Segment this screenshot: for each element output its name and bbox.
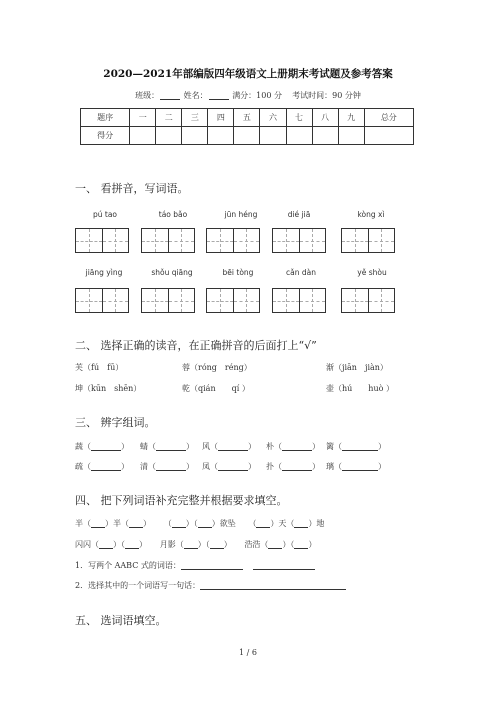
question-text: 1．写两个 AABC 式的词语： (75, 561, 181, 570)
section3-heading: 三、 辨字组词。 (75, 416, 156, 429)
idiom-text: （ (248, 519, 257, 528)
character-label: 清（ (140, 462, 156, 471)
word-form-item[interactable]: 清（ ） (140, 462, 194, 471)
idiom-text: ） (308, 540, 317, 549)
score-table (80, 108, 414, 145)
pinyin-label: jūn héng (224, 210, 258, 219)
idiom-text: ）（ (185, 519, 198, 528)
section5-heading: 五、 选词语填空。 (75, 614, 167, 627)
tianzige-box[interactable] (75, 288, 129, 313)
character-label: 蜻（ (140, 442, 156, 451)
score-row (81, 127, 414, 145)
pinyin-label: bēi tòng (222, 268, 254, 277)
section4-heading: 四、 把下列词语补充完整并根据要求填空。 (75, 494, 288, 507)
question-aabc[interactable] (75, 560, 315, 571)
character-label: 风（ (202, 442, 218, 451)
score-cell[interactable] (156, 127, 182, 145)
question-sentence[interactable] (75, 580, 346, 591)
score-cell[interactable] (312, 127, 338, 145)
reading-choice[interactable]: 渐（jiān jiàn） (326, 363, 388, 372)
word-form-item[interactable]: 扑（ ） (266, 462, 320, 471)
character-label: 璃（ (326, 462, 342, 471)
word-form-item[interactable]: 蜻（ ） (140, 442, 194, 451)
name-blank[interactable] (209, 91, 229, 100)
score-header-cell: 六 (260, 109, 286, 127)
word-form-item[interactable]: 朴（ ） (266, 442, 320, 451)
word-form-item[interactable]: 风（ ） (202, 442, 256, 451)
idiom-text: ）欲坠 (211, 519, 236, 528)
exam-time: 考试时间：90 分钟 (292, 91, 361, 100)
score-cell[interactable] (286, 127, 312, 145)
tianzige-box[interactable] (206, 228, 260, 253)
tianzige-box[interactable] (206, 288, 260, 313)
reading-choice[interactable]: 坤（kūn shēn） (75, 384, 142, 393)
idiom-text: ）半（ (105, 519, 129, 528)
idiom-text: ）地 (308, 519, 325, 528)
tianzige-box[interactable] (341, 288, 395, 313)
idiom-text: ）（ (113, 540, 125, 549)
pinyin-label: jiāng yìng (85, 268, 123, 277)
tianzige-box[interactable] (272, 288, 326, 313)
idiom-fill-line-2[interactable] (75, 539, 316, 550)
character-label: 扑（ (266, 462, 282, 471)
character-label: 篱（ (326, 442, 342, 451)
idiom-text: 闪闪（ (75, 540, 99, 549)
class-label: 班级： (135, 91, 160, 100)
pinyin-label: cǎn dàn (286, 268, 316, 277)
score-cell[interactable] (182, 127, 208, 145)
character-label: 凤（ (202, 462, 218, 471)
score-cell[interactable] (260, 127, 286, 145)
tianzige-box[interactable] (141, 228, 195, 253)
pinyin-label: shǒu qiāng (151, 268, 193, 277)
score-cell[interactable] (364, 127, 413, 145)
full-score: 满分：100 分 (232, 91, 282, 100)
idiom-text: ）天（ (270, 519, 295, 528)
idiom-text: 月影（ (159, 540, 184, 549)
score-cell[interactable] (234, 127, 260, 145)
reading-choice[interactable]: 蓉（róng réng） (182, 363, 252, 372)
reading-choice[interactable]: 芙（fú fū） (75, 363, 124, 372)
idiom-text: ）（ (197, 540, 210, 549)
idiom-text: ） (223, 540, 232, 549)
idiom-text: （ (163, 519, 172, 528)
idiom-text: ） (143, 519, 151, 528)
score-header-cell: 四 (208, 109, 234, 127)
word-form-item[interactable]: 篱（ ） (326, 442, 386, 451)
question-text: 2．选择其中的一个词语写一句话： (75, 581, 201, 590)
idiom-fill-line-1[interactable] (75, 518, 324, 529)
pinyin-label: táo bǎo (158, 210, 188, 219)
character-label: 蔬（ (75, 442, 91, 451)
pinyin-label: yě shòu (357, 268, 387, 277)
tianzige-box[interactable] (75, 228, 129, 253)
score-header-cell: 二 (156, 109, 182, 127)
pinyin-label: kòng xì (357, 210, 385, 219)
score-header-cell: 题序 (81, 109, 130, 127)
idiom-text: ）（ (282, 540, 295, 549)
idiom-text: 半（ (75, 519, 91, 528)
word-form-item[interactable]: 璃（ ） (326, 462, 386, 471)
name-label: 姓名： (183, 91, 208, 100)
score-header-cell: 九 (338, 109, 364, 127)
score-header-cell: 五 (234, 109, 260, 127)
score-cell[interactable] (208, 127, 234, 145)
score-cell[interactable] (338, 127, 364, 145)
class-blank[interactable] (160, 91, 180, 100)
score-header-cell: 七 (286, 109, 312, 127)
score-header-cell: 总分 (364, 109, 413, 127)
score-header-cell: 三 (182, 109, 208, 127)
section2-heading: 二、 选择正确的读音，在正确拼音的后面打上“√” (75, 339, 317, 352)
pinyin-label: dié jiā (287, 210, 311, 219)
score-cell[interactable] (130, 127, 156, 145)
character-label: 疏（ (75, 462, 91, 471)
page-number: 1 / 6 (239, 648, 257, 657)
score-row-label: 得分 (81, 127, 130, 145)
pinyin-label: pú tao (92, 210, 118, 219)
word-form-item[interactable]: 凤（ ） (202, 462, 256, 471)
reading-choice[interactable]: 乾（qián qí ） (182, 384, 250, 393)
word-form-item[interactable]: 蔬（ ） (75, 442, 129, 451)
idiom-text: 浩浩（ (244, 540, 269, 549)
tianzige-box[interactable] (272, 228, 326, 253)
tianzige-box[interactable] (341, 228, 395, 253)
tianzige-box[interactable] (141, 288, 195, 313)
exam-info (0, 90, 496, 101)
score-header-cell: 一 (130, 109, 156, 127)
character-label: 朴（ (266, 442, 282, 451)
word-form-item[interactable]: 疏（ ） (75, 462, 129, 471)
idiom-text: ） (139, 540, 147, 549)
reading-choice[interactable]: 壶（hú huò ） (326, 384, 394, 393)
score-header-cell: 八 (312, 109, 338, 127)
page-title: 2020—2021年部编版四年级语文上册期末考试题及参考答案 (103, 68, 393, 80)
score-header-row (81, 109, 414, 127)
section1-heading: 一、 看拼音，写词语。 (75, 182, 189, 195)
